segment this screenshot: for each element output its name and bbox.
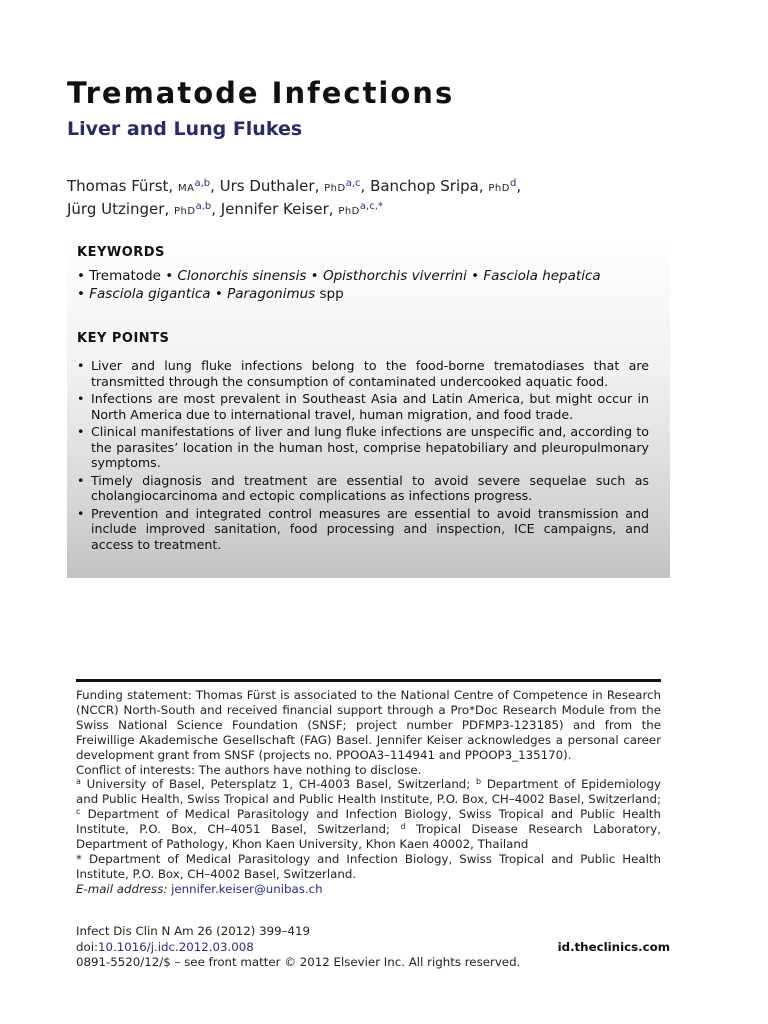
doi-label: doi: xyxy=(76,939,98,954)
author-name: Banchop Sripa xyxy=(370,177,479,195)
affiliation-text: Department of Epidemiology and Public Health, Swiss Tropical and Public Health Institute, P.O. Box, CH–4002 Basel, Switzerland; xyxy=(76,777,661,807)
publication-info xyxy=(76,924,670,971)
keyword: Opisthorchis viverrini xyxy=(322,268,467,284)
author-name: Urs Duthaler xyxy=(219,177,315,195)
affiliation-marker: c xyxy=(76,807,81,817)
email-line xyxy=(76,882,661,897)
affiliations xyxy=(76,777,661,852)
author-name: Thomas Fürst xyxy=(67,177,169,195)
author-degree: PhD xyxy=(488,183,510,194)
key-point: • Liver and lung fluke infections belong to the food-borne trematodiases that are transmitted through the consumption of contaminated undercooked aquatic food. xyxy=(77,358,649,389)
affiliation-text: Department of Medical Parasitology and Infection Biology, Swiss Tropical and Public Health Institute, P.O. Box, CH–4051 Basel, Switzerland; xyxy=(76,807,661,837)
keywords-keypoints-box xyxy=(67,236,670,578)
author-affiliation-marker: d xyxy=(509,178,517,189)
key-point: • Timely diagnosis and treatment are essential to avoid severe sequelae such as cholangiocarcinoma and ectopic complications as infections progress. xyxy=(77,473,649,504)
article-subtitle: Liver and Lung Flukes xyxy=(67,118,303,140)
author-affiliation-marker: a,b xyxy=(194,178,211,189)
doi-link[interactable]: 10.1016/j.idc.2012.03.008 xyxy=(97,939,254,954)
author-degree: MA xyxy=(177,183,195,194)
rights-statement: 0891-5520/12/$ – see front matter © 2012 Elsevier Inc. All rights reserved. xyxy=(76,955,521,969)
affiliation-marker: b xyxy=(476,777,482,787)
keyword: Fasciola hepatica xyxy=(483,268,601,284)
keyword: Paragonimus xyxy=(227,286,316,302)
email-label: E-mail address: xyxy=(76,881,168,896)
author-degree: PhD xyxy=(174,206,196,217)
affiliation-text: University of Basel, Petersplatz 1, CH-4003 Basel, Switzerland; xyxy=(80,777,477,792)
footnotes xyxy=(76,688,661,897)
article-title: Trematode Infections xyxy=(67,76,455,110)
keyword-list: • Trematode • Clonorchis sinensis • Opisthorchis viverrini • Fasciola hepatica • Fasciola gigantica • Paragonimus spp xyxy=(77,268,601,302)
funding-statement: Funding statement: Thomas Fürst is associated to the National Centre of Competence in Research (NCCR) North-South and received financial support through a Pro*Doc Research Module from the Swiss National Science Foundation (SNSF; project number PDFMP3-123185) and from the Freiwillige Akademische Gesellschaft (FAG) Basel. Jennifer Keiser acknowledges a personal career development grant from SNSF (projects no. PPOOA3–114941 and PPOOP3_135170). xyxy=(76,688,661,762)
email-link[interactable]: jennifer.keiser@unibas.ch xyxy=(171,881,323,896)
affiliation-marker: a xyxy=(76,777,81,787)
key-point: • Clinical manifestations of liver and lung fluke infections are unspecific and, according to the parasites’ location in the human host, comprise hepatobiliary and pleuropulmonary symptoms. xyxy=(77,424,649,471)
affiliation-text: Tropical Disease Research Laboratory, Department of Pathology, Khon Kaen University, Khon Kaen 40002, Thailand xyxy=(76,822,662,852)
citation: Infect Dis Clin N Am 26 (2012) 399–419 xyxy=(76,924,311,938)
author-name: Jennifer Keiser xyxy=(220,200,329,218)
author-affiliation-marker: a,b xyxy=(195,201,212,212)
author-degree: PhD xyxy=(338,206,360,217)
keyword: Fasciola gigantica xyxy=(89,286,211,302)
keyword: Trematode xyxy=(89,268,161,284)
author-affiliation-marker: a,c,* xyxy=(359,201,383,212)
key-points-list xyxy=(77,358,649,554)
key-point: • Prevention and integrated control measures are essential to avoid transmission and include improved sanitation, food processing and inspection, ICE campaigns, and access to treatment. xyxy=(77,506,649,553)
key-point: • Infections are most prevalent in Southeast Asia and Latin America, but might occur in North America due to international travel, human migration, and food trade. xyxy=(77,391,649,422)
doi-row xyxy=(76,940,670,956)
author-degree: PhD xyxy=(324,183,346,194)
keyword: Clonorchis sinensis xyxy=(177,268,307,284)
key-points-heading: KEY POINTS xyxy=(77,331,170,346)
author-list: Thomas Fürst, MA$^{a,b}$, Urs Duthaler, PhD$^{a,c}$, Banchop Sripa, PhD$^d$, Jürg Utzinger, PhD$^{a,b}$, Jennifer Keiser, PhD$^{a,c,*}$ xyxy=(67,177,522,218)
footnote-divider xyxy=(76,679,661,682)
journal-site-link[interactable]: id.theclinics.com xyxy=(557,939,670,954)
corresponding-address: * Department of Medical Parasitology and Infection Biology, Swiss Tropical and Public Health Institute, P.O. Box, CH–4002 Basel, Switzerland. xyxy=(76,851,661,881)
author-affiliation-marker: a,c xyxy=(345,178,361,189)
conflict-statement: Conflict of interests: The authors have nothing to disclose. xyxy=(76,762,422,777)
keywords-heading: KEYWORDS xyxy=(77,245,165,260)
author-name: Jürg Utzinger xyxy=(67,200,165,218)
affiliation-marker: d xyxy=(400,822,406,832)
